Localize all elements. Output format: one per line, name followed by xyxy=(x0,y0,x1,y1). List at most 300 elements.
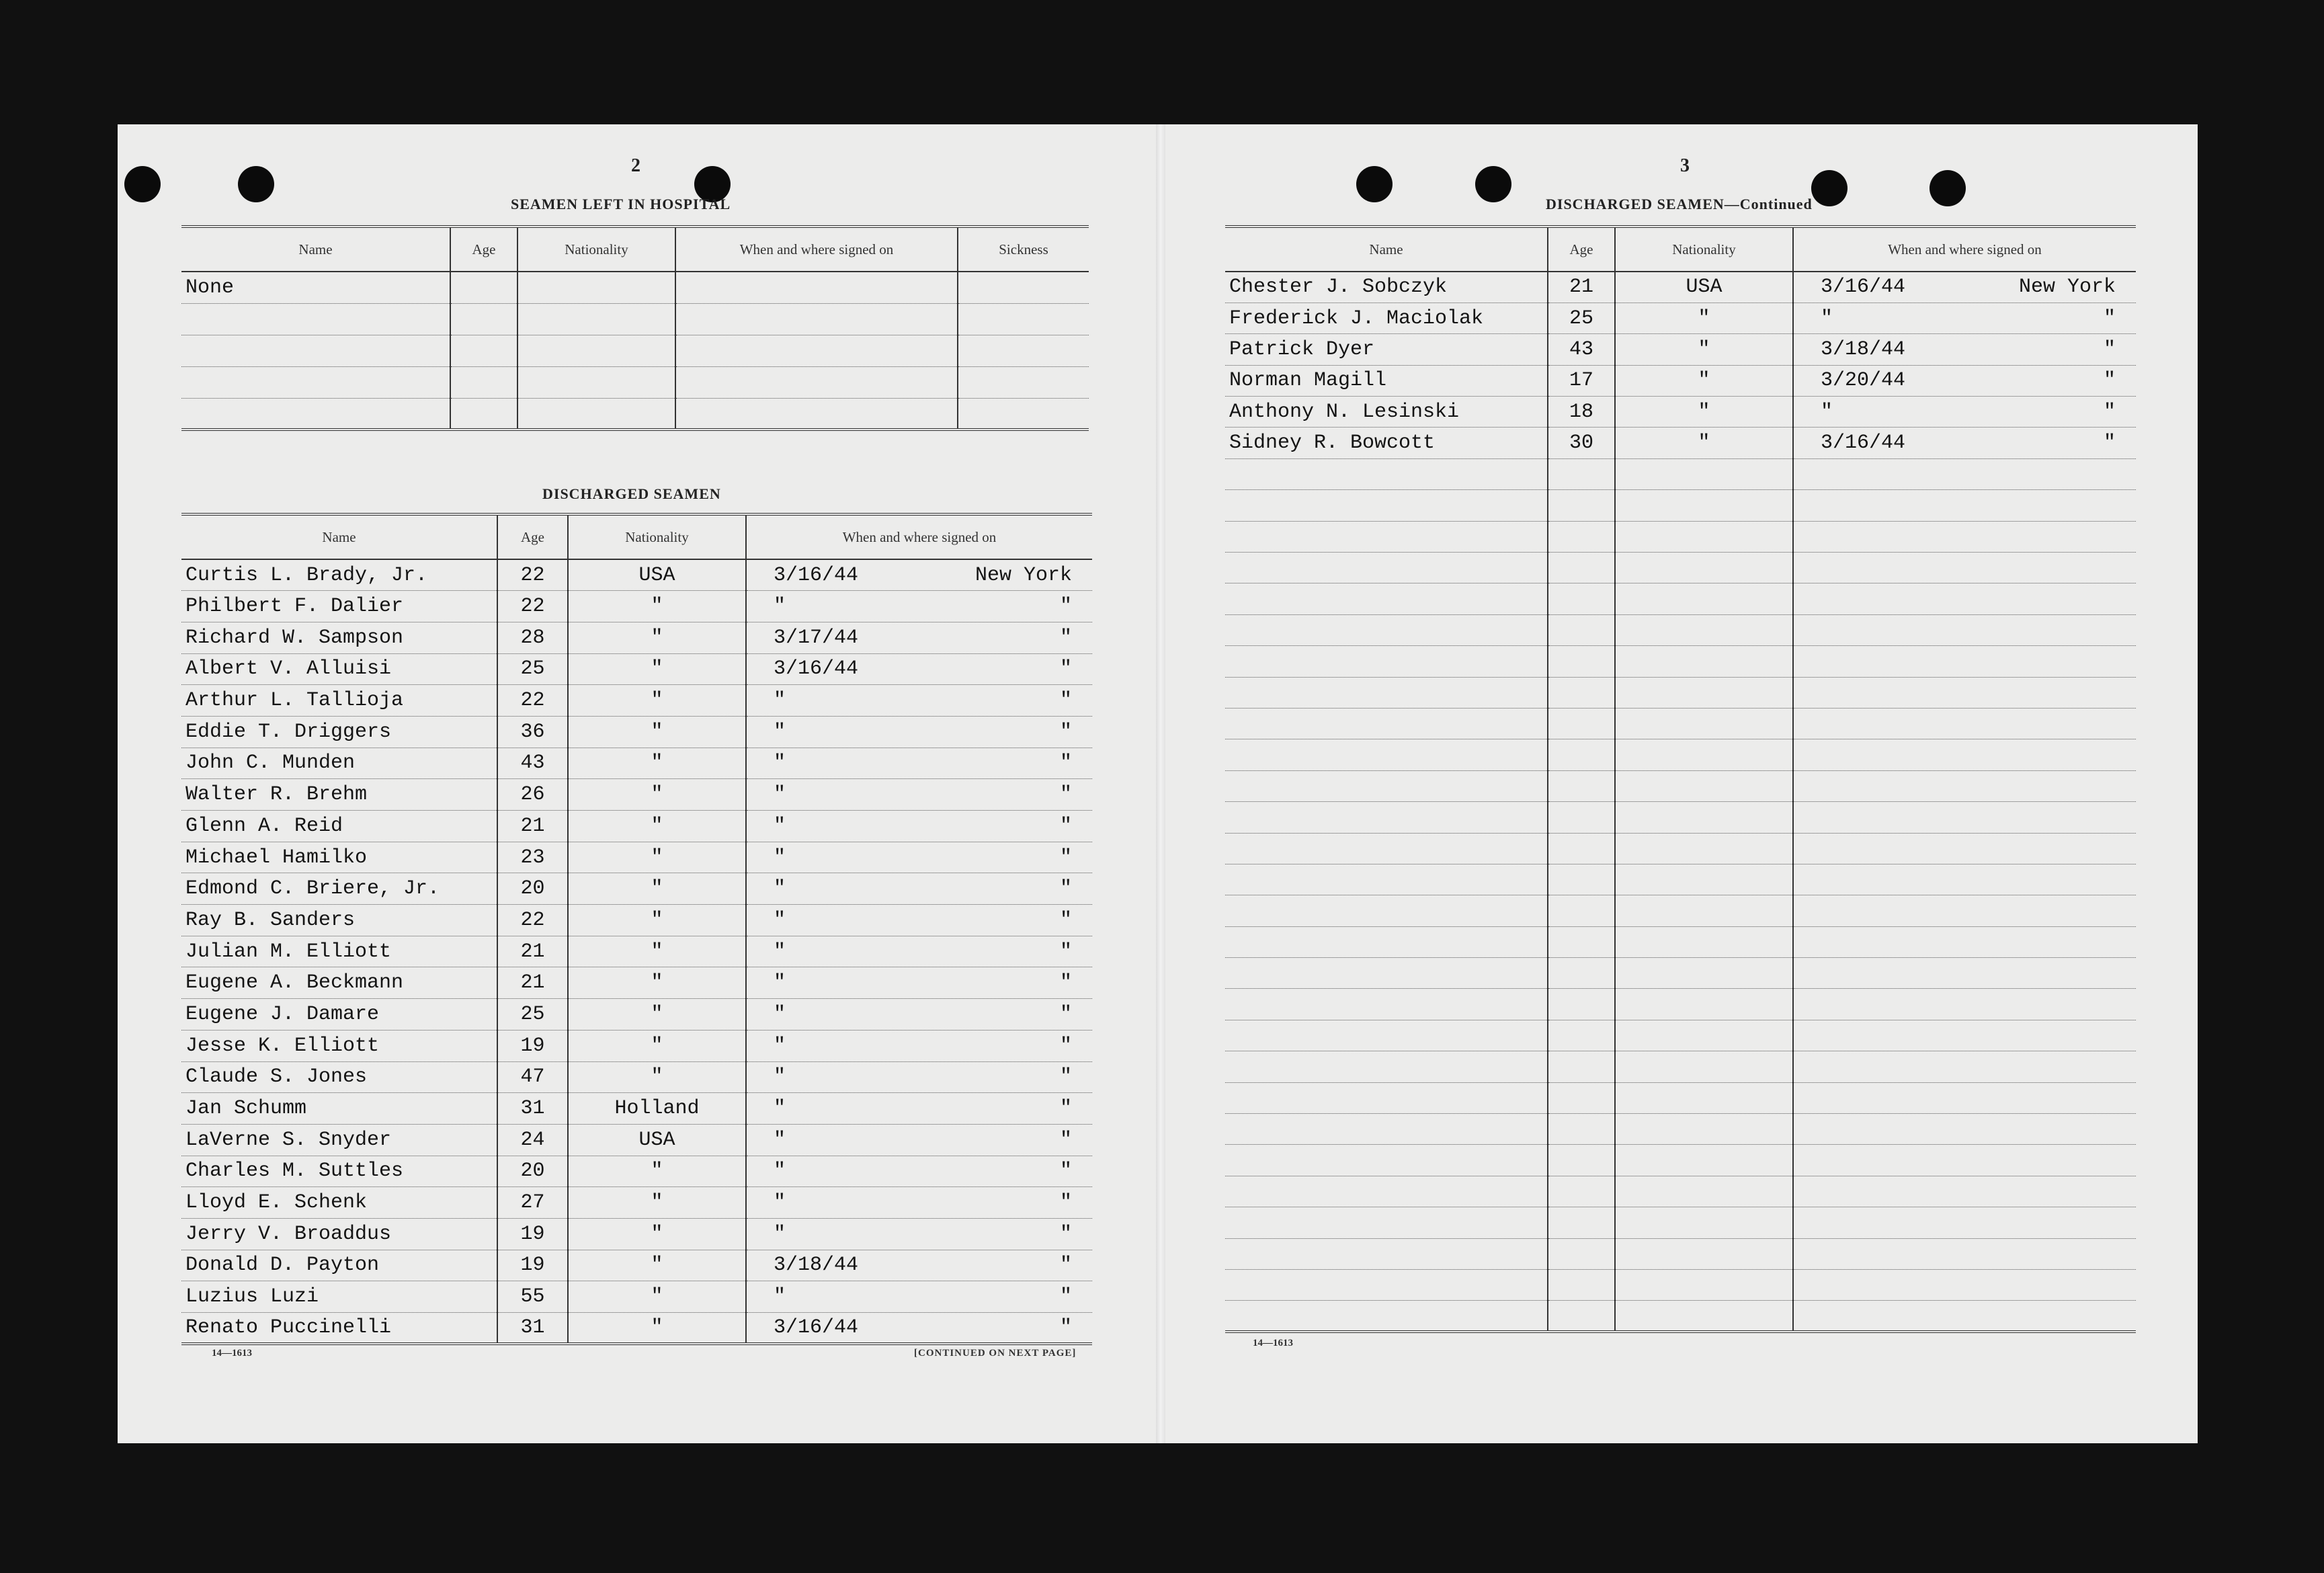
nationality-cell xyxy=(517,398,675,430)
sickness-cell xyxy=(958,272,1089,303)
table-row xyxy=(1225,1145,2136,1176)
table-row xyxy=(1225,272,2136,302)
name-cell xyxy=(1225,1207,1548,1238)
age-cell: 21 xyxy=(1548,272,1615,302)
table-row xyxy=(181,335,1089,366)
name-cell: Norman Magill xyxy=(1225,365,1548,396)
nationality-cell: " xyxy=(568,873,746,905)
column-header: Age xyxy=(1548,227,1615,272)
signed-on-group xyxy=(747,1285,1092,1308)
signed-on-cell xyxy=(1793,1051,2136,1082)
signed-on-cell xyxy=(746,1093,1092,1125)
table-row xyxy=(181,999,1092,1031)
age-cell xyxy=(1548,553,1615,583)
age-cell: 19 xyxy=(497,1218,568,1250)
signed-on-group xyxy=(747,1003,1092,1026)
signed-on-place: " xyxy=(1059,1065,1072,1089)
name-cell xyxy=(1225,895,1548,926)
discharged-section-title: DISCHARGED SEAMEN xyxy=(542,485,721,502)
nationality-cell xyxy=(1615,1301,1793,1332)
signed-on-place: " xyxy=(1059,783,1072,807)
signed-on-cell xyxy=(1793,1270,2136,1301)
nationality-cell xyxy=(1615,802,1793,833)
name-cell: Jerry V. Broaddus xyxy=(181,1218,497,1250)
name-cell xyxy=(1225,770,1548,801)
name-cell: Sidney R. Bowcott xyxy=(1225,428,1548,458)
nationality-cell xyxy=(1615,458,1793,489)
name-cell: Richard W. Sampson xyxy=(181,622,497,653)
table-row xyxy=(181,1156,1092,1187)
signed-on-cell xyxy=(1793,614,2136,645)
table-row xyxy=(181,779,1092,811)
column-header: When and where signed on xyxy=(1793,227,2136,272)
name-cell xyxy=(1225,1082,1548,1113)
column-header: Name xyxy=(181,227,450,272)
nationality-cell xyxy=(1615,1082,1793,1113)
nationality-cell xyxy=(1615,490,1793,521)
signed-on-place: " xyxy=(1059,720,1072,743)
signed-on-group xyxy=(747,940,1092,963)
nationality-cell xyxy=(1615,614,1793,645)
name-cell xyxy=(1225,458,1548,489)
signed-on-date: " xyxy=(774,783,786,807)
sickness-cell xyxy=(958,335,1089,366)
table-row xyxy=(181,622,1092,653)
table-row xyxy=(1225,1020,2136,1051)
name-cell: Anthony N. Lesinski xyxy=(1225,397,1548,428)
nationality-cell xyxy=(1615,521,1793,552)
nationality-cell: " xyxy=(568,999,746,1031)
signed-on-place: " xyxy=(1059,940,1072,963)
nationality-cell xyxy=(1615,1176,1793,1207)
signed-on-cell xyxy=(1793,1238,2136,1269)
age-cell xyxy=(1548,1114,1615,1145)
age-cell: 17 xyxy=(1548,365,1615,396)
age-cell: 25 xyxy=(497,999,568,1031)
column-header: Age xyxy=(497,514,568,559)
signed-on-group xyxy=(1794,369,2136,392)
signed-on-date: " xyxy=(774,689,786,713)
signed-on-cell xyxy=(1793,1114,2136,1145)
signed-on-place: " xyxy=(2103,307,2116,330)
table-row xyxy=(1225,583,2136,614)
name-cell xyxy=(1225,583,1548,614)
nationality-cell xyxy=(1615,1270,1793,1301)
signed-on-group xyxy=(747,1316,1092,1339)
signed-on-cell xyxy=(1793,1020,2136,1051)
table-row xyxy=(181,559,1092,591)
signed-on-date: 3/18/44 xyxy=(1821,337,1906,361)
nationality-cell: " xyxy=(568,779,746,811)
discharged-continued-table xyxy=(1225,225,2136,1333)
signed-on-group xyxy=(747,1065,1092,1088)
name-cell: Philbert F. Dalier xyxy=(181,591,497,622)
discharged-continued-title: DISCHARGED SEAMEN—Continued xyxy=(1546,196,1813,212)
signed-on-place: " xyxy=(2103,400,2116,424)
nationality-cell: " xyxy=(568,1218,746,1250)
nationality-cell xyxy=(517,366,675,398)
signed-on-cell xyxy=(746,873,1092,905)
nationality-cell xyxy=(517,303,675,335)
age-cell: 25 xyxy=(497,653,568,685)
nationality-cell xyxy=(1615,1207,1793,1238)
signed-on-cell xyxy=(746,685,1092,717)
nationality-cell xyxy=(1615,583,1793,614)
name-cell: Albert V. Alluisi xyxy=(181,653,497,685)
column-header: Nationality xyxy=(517,227,675,272)
column-header: When and where signed on xyxy=(746,514,1092,559)
age-cell: 22 xyxy=(497,559,568,591)
signed-on-cell xyxy=(746,653,1092,685)
name-cell: Eugene J. Damare xyxy=(181,999,497,1031)
name-cell xyxy=(1225,1051,1548,1082)
signed-on-date: " xyxy=(1821,307,1833,330)
left-page xyxy=(118,124,1156,1443)
signed-on-cell xyxy=(1793,1082,2136,1113)
nationality-cell: " xyxy=(568,748,746,779)
page-number: 3 xyxy=(1680,155,1690,176)
signed-on-date: " xyxy=(774,846,786,869)
table-row xyxy=(181,967,1092,999)
age-cell: 19 xyxy=(497,1030,568,1061)
age-cell: 18 xyxy=(1548,397,1615,428)
nationality-cell: " xyxy=(568,905,746,936)
table-row xyxy=(181,811,1092,842)
name-cell: Luzius Luzi xyxy=(181,1281,497,1313)
name-cell: None xyxy=(181,272,450,303)
signed-on-cell xyxy=(1793,490,2136,521)
table-row xyxy=(181,748,1092,779)
age-cell: 55 xyxy=(497,1281,568,1313)
age-cell: 43 xyxy=(1548,334,1615,365)
signed-on-place: " xyxy=(1059,689,1072,713)
signed-on-cell xyxy=(746,967,1092,999)
sickness-cell xyxy=(958,398,1089,430)
table-row xyxy=(181,685,1092,717)
age-cell xyxy=(1548,1145,1615,1176)
signed-on-date: " xyxy=(774,814,786,838)
nationality-cell: " xyxy=(568,842,746,873)
signed-on-cell xyxy=(1793,958,2136,989)
signed-on-group xyxy=(747,1035,1092,1057)
name-cell xyxy=(181,366,450,398)
signed-on-date: " xyxy=(1821,400,1833,424)
signed-on-group xyxy=(747,1129,1092,1152)
table-row xyxy=(181,1187,1092,1219)
age-cell: 22 xyxy=(497,591,568,622)
table-row xyxy=(1225,802,2136,833)
signed-on-date: " xyxy=(774,1285,786,1309)
signed-on-place: " xyxy=(1059,1191,1072,1215)
name-cell: Lloyd E. Schenk xyxy=(181,1187,497,1219)
signed-on-cell xyxy=(1793,1176,2136,1207)
nationality-cell xyxy=(517,335,675,366)
signed-on-place: " xyxy=(1059,595,1072,618)
table-row xyxy=(1225,553,2136,583)
age-cell: 21 xyxy=(497,811,568,842)
signed-on-cell xyxy=(675,272,958,303)
form-number: 14—1613 xyxy=(1253,1338,1293,1348)
name-cell: Glenn A. Reid xyxy=(181,811,497,842)
signed-on-place: " xyxy=(1059,657,1072,681)
discharged-table xyxy=(181,513,1092,1345)
signed-on-group xyxy=(747,752,1092,774)
age-cell: 23 xyxy=(497,842,568,873)
name-cell: Claude S. Jones xyxy=(181,1061,497,1093)
table-row xyxy=(1225,1051,2136,1082)
signed-on-place: " xyxy=(2103,432,2116,455)
table-row xyxy=(1225,677,2136,708)
page-number: 2 xyxy=(631,155,640,176)
age-cell xyxy=(1548,802,1615,833)
signed-on-cell xyxy=(746,1061,1092,1093)
age-cell xyxy=(1548,708,1615,739)
name-cell xyxy=(1225,614,1548,645)
name-cell: Renato Puccinelli xyxy=(181,1313,497,1344)
table-row xyxy=(1225,1301,2136,1332)
table-row xyxy=(1225,926,2136,957)
signed-on-date: " xyxy=(774,1097,786,1121)
table-row xyxy=(1225,1082,2136,1113)
name-cell xyxy=(1225,1176,1548,1207)
signed-on-place: " xyxy=(1059,1222,1072,1246)
age-cell xyxy=(1548,926,1615,957)
nationality-cell xyxy=(517,272,675,303)
signed-on-group xyxy=(747,657,1092,680)
signed-on-place: " xyxy=(1059,1097,1072,1121)
name-cell xyxy=(181,398,450,430)
age-cell xyxy=(1548,958,1615,989)
table-row xyxy=(1225,458,2136,489)
name-cell: Eddie T. Driggers xyxy=(181,716,497,748)
signed-on-date: " xyxy=(774,1034,786,1057)
name-cell xyxy=(1225,926,1548,957)
age-cell xyxy=(1548,770,1615,801)
name-cell xyxy=(1225,833,1548,864)
nationality-cell xyxy=(1615,739,1793,770)
signed-on-cell xyxy=(746,842,1092,873)
nationality-cell: " xyxy=(568,1313,746,1344)
nationality-cell: " xyxy=(568,811,746,842)
signed-on-group xyxy=(747,909,1092,932)
nationality-cell: " xyxy=(1615,302,1793,333)
signed-on-group xyxy=(747,595,1092,618)
age-cell xyxy=(1548,895,1615,926)
signed-on-cell xyxy=(746,905,1092,936)
name-cell: Donald D. Payton xyxy=(181,1250,497,1281)
table-row xyxy=(181,1093,1092,1125)
table-row xyxy=(181,873,1092,905)
signed-on-group xyxy=(747,846,1092,869)
signed-on-cell xyxy=(1793,770,2136,801)
age-cell: 26 xyxy=(497,779,568,811)
signed-on-cell xyxy=(746,1156,1092,1187)
signed-on-place: " xyxy=(1059,814,1072,838)
table-row xyxy=(1225,1270,2136,1301)
table-row xyxy=(181,905,1092,936)
name-cell xyxy=(1225,1145,1548,1176)
age-cell xyxy=(450,335,517,366)
nationality-cell: USA xyxy=(1615,272,1793,302)
signed-on-cell xyxy=(746,1187,1092,1219)
age-cell: 19 xyxy=(497,1250,568,1281)
table-row xyxy=(1225,833,2136,864)
signed-on-date: 3/16/44 xyxy=(774,1316,859,1340)
signed-on-cell xyxy=(1793,302,2136,333)
age-cell: 24 xyxy=(497,1124,568,1156)
table-row xyxy=(181,303,1089,335)
nationality-cell: Holland xyxy=(568,1093,746,1125)
signed-on-cell xyxy=(746,1281,1092,1313)
name-cell xyxy=(1225,521,1548,552)
column-header: Name xyxy=(1225,227,1548,272)
table-row xyxy=(181,1124,1092,1156)
nationality-cell: " xyxy=(568,1187,746,1219)
signed-on-group xyxy=(747,1097,1092,1120)
signed-on-cell xyxy=(1793,272,2136,302)
signed-on-cell xyxy=(746,622,1092,653)
signed-on-cell xyxy=(746,1030,1092,1061)
nationality-cell xyxy=(1615,677,1793,708)
signed-on-cell xyxy=(746,748,1092,779)
name-cell xyxy=(1225,1114,1548,1145)
signed-on-group xyxy=(747,783,1092,806)
signed-on-date: " xyxy=(774,877,786,901)
age-cell: 31 xyxy=(497,1313,568,1344)
signed-on-place: " xyxy=(1059,846,1072,869)
name-cell: Arthur L. Tallioja xyxy=(181,685,497,717)
signed-on-cell xyxy=(1793,895,2136,926)
nationality-cell: " xyxy=(568,936,746,967)
table-row xyxy=(1225,521,2136,552)
age-cell xyxy=(1548,646,1615,677)
nationality-cell xyxy=(1615,1145,1793,1176)
nationality-cell: " xyxy=(568,716,746,748)
name-cell: LaVerne S. Snyder xyxy=(181,1124,497,1156)
age-cell: 27 xyxy=(497,1187,568,1219)
nationality-cell xyxy=(1615,770,1793,801)
age-cell xyxy=(1548,521,1615,552)
nationality-cell: " xyxy=(568,653,746,685)
age-cell: 36 xyxy=(497,716,568,748)
name-cell: Julian M. Elliott xyxy=(181,936,497,967)
age-cell: 22 xyxy=(497,685,568,717)
nationality-cell: " xyxy=(568,1156,746,1187)
signed-on-date: " xyxy=(774,1002,786,1026)
name-cell xyxy=(1225,708,1548,739)
table-row xyxy=(181,591,1092,622)
signed-on-group xyxy=(1794,338,2136,361)
age-cell xyxy=(1548,677,1615,708)
signed-on-place: " xyxy=(1059,1285,1072,1309)
signed-on-cell xyxy=(1793,397,2136,428)
table-row xyxy=(181,272,1089,303)
age-cell: 21 xyxy=(497,936,568,967)
signed-on-cell xyxy=(1793,1145,2136,1176)
signed-on-cell xyxy=(1793,365,2136,396)
table-row xyxy=(1225,1114,2136,1145)
table-row xyxy=(1225,428,2136,458)
nationality-cell: " xyxy=(1615,334,1793,365)
signed-on-cell xyxy=(746,811,1092,842)
nationality-cell xyxy=(1615,833,1793,864)
column-header: When and where signed on xyxy=(675,227,958,272)
signed-on-group xyxy=(747,1254,1092,1277)
age-cell xyxy=(1548,1301,1615,1332)
table-row xyxy=(1225,1176,2136,1207)
signed-on-cell xyxy=(1793,989,2136,1020)
age-cell xyxy=(1548,1238,1615,1269)
column-header: Name xyxy=(181,514,497,559)
signed-on-group xyxy=(747,971,1092,994)
signed-on-group xyxy=(747,721,1092,743)
signed-on-cell xyxy=(1793,1301,2136,1332)
name-cell xyxy=(1225,864,1548,895)
signed-on-cell xyxy=(1793,677,2136,708)
document-sheet xyxy=(118,124,2198,1443)
table-row xyxy=(181,398,1089,430)
age-cell xyxy=(1548,833,1615,864)
signed-on-place: " xyxy=(1059,908,1072,932)
table-row xyxy=(181,1250,1092,1281)
age-cell xyxy=(1548,458,1615,489)
age-cell xyxy=(450,272,517,303)
signed-on-cell xyxy=(746,716,1092,748)
table-row xyxy=(1225,365,2136,396)
name-cell xyxy=(1225,1301,1548,1332)
signed-on-cell xyxy=(1793,864,2136,895)
nationality-cell: " xyxy=(568,685,746,717)
name-cell xyxy=(1225,1238,1548,1269)
signed-on-cell xyxy=(1793,708,2136,739)
signed-on-group xyxy=(1794,401,2136,424)
signed-on-group xyxy=(747,564,1092,587)
age-cell: 20 xyxy=(497,1156,568,1187)
age-cell: 31 xyxy=(497,1093,568,1125)
signed-on-group xyxy=(747,1223,1092,1246)
age-cell: 47 xyxy=(497,1061,568,1093)
table-row xyxy=(181,653,1092,685)
nationality-cell: USA xyxy=(568,1124,746,1156)
signed-on-place: " xyxy=(1059,1128,1072,1152)
signed-on-place: " xyxy=(1059,971,1072,995)
signed-on-cell xyxy=(1793,646,2136,677)
signed-on-group xyxy=(747,689,1092,712)
nationality-cell: " xyxy=(568,591,746,622)
table-row xyxy=(181,1061,1092,1093)
signed-on-place: " xyxy=(1059,752,1072,775)
table-row xyxy=(1225,895,2136,926)
age-cell xyxy=(1548,1270,1615,1301)
nationality-cell: " xyxy=(568,967,746,999)
signed-on-place: " xyxy=(1059,1002,1072,1026)
nationality-cell xyxy=(1615,958,1793,989)
table-row xyxy=(1225,614,2136,645)
age-cell xyxy=(1548,583,1615,614)
table-row xyxy=(181,1281,1092,1313)
signed-on-cell xyxy=(1793,458,2136,489)
signed-on-date: 3/16/44 xyxy=(774,563,859,587)
signed-on-cell xyxy=(746,779,1092,811)
nationality-cell: " xyxy=(1615,365,1793,396)
signed-on-date: " xyxy=(774,971,786,995)
signed-on-cell xyxy=(675,366,958,398)
signed-on-cell xyxy=(1793,833,2136,864)
age-cell xyxy=(450,303,517,335)
signed-on-place: " xyxy=(1059,1034,1072,1057)
signed-on-cell xyxy=(746,1218,1092,1250)
name-cell xyxy=(1225,739,1548,770)
